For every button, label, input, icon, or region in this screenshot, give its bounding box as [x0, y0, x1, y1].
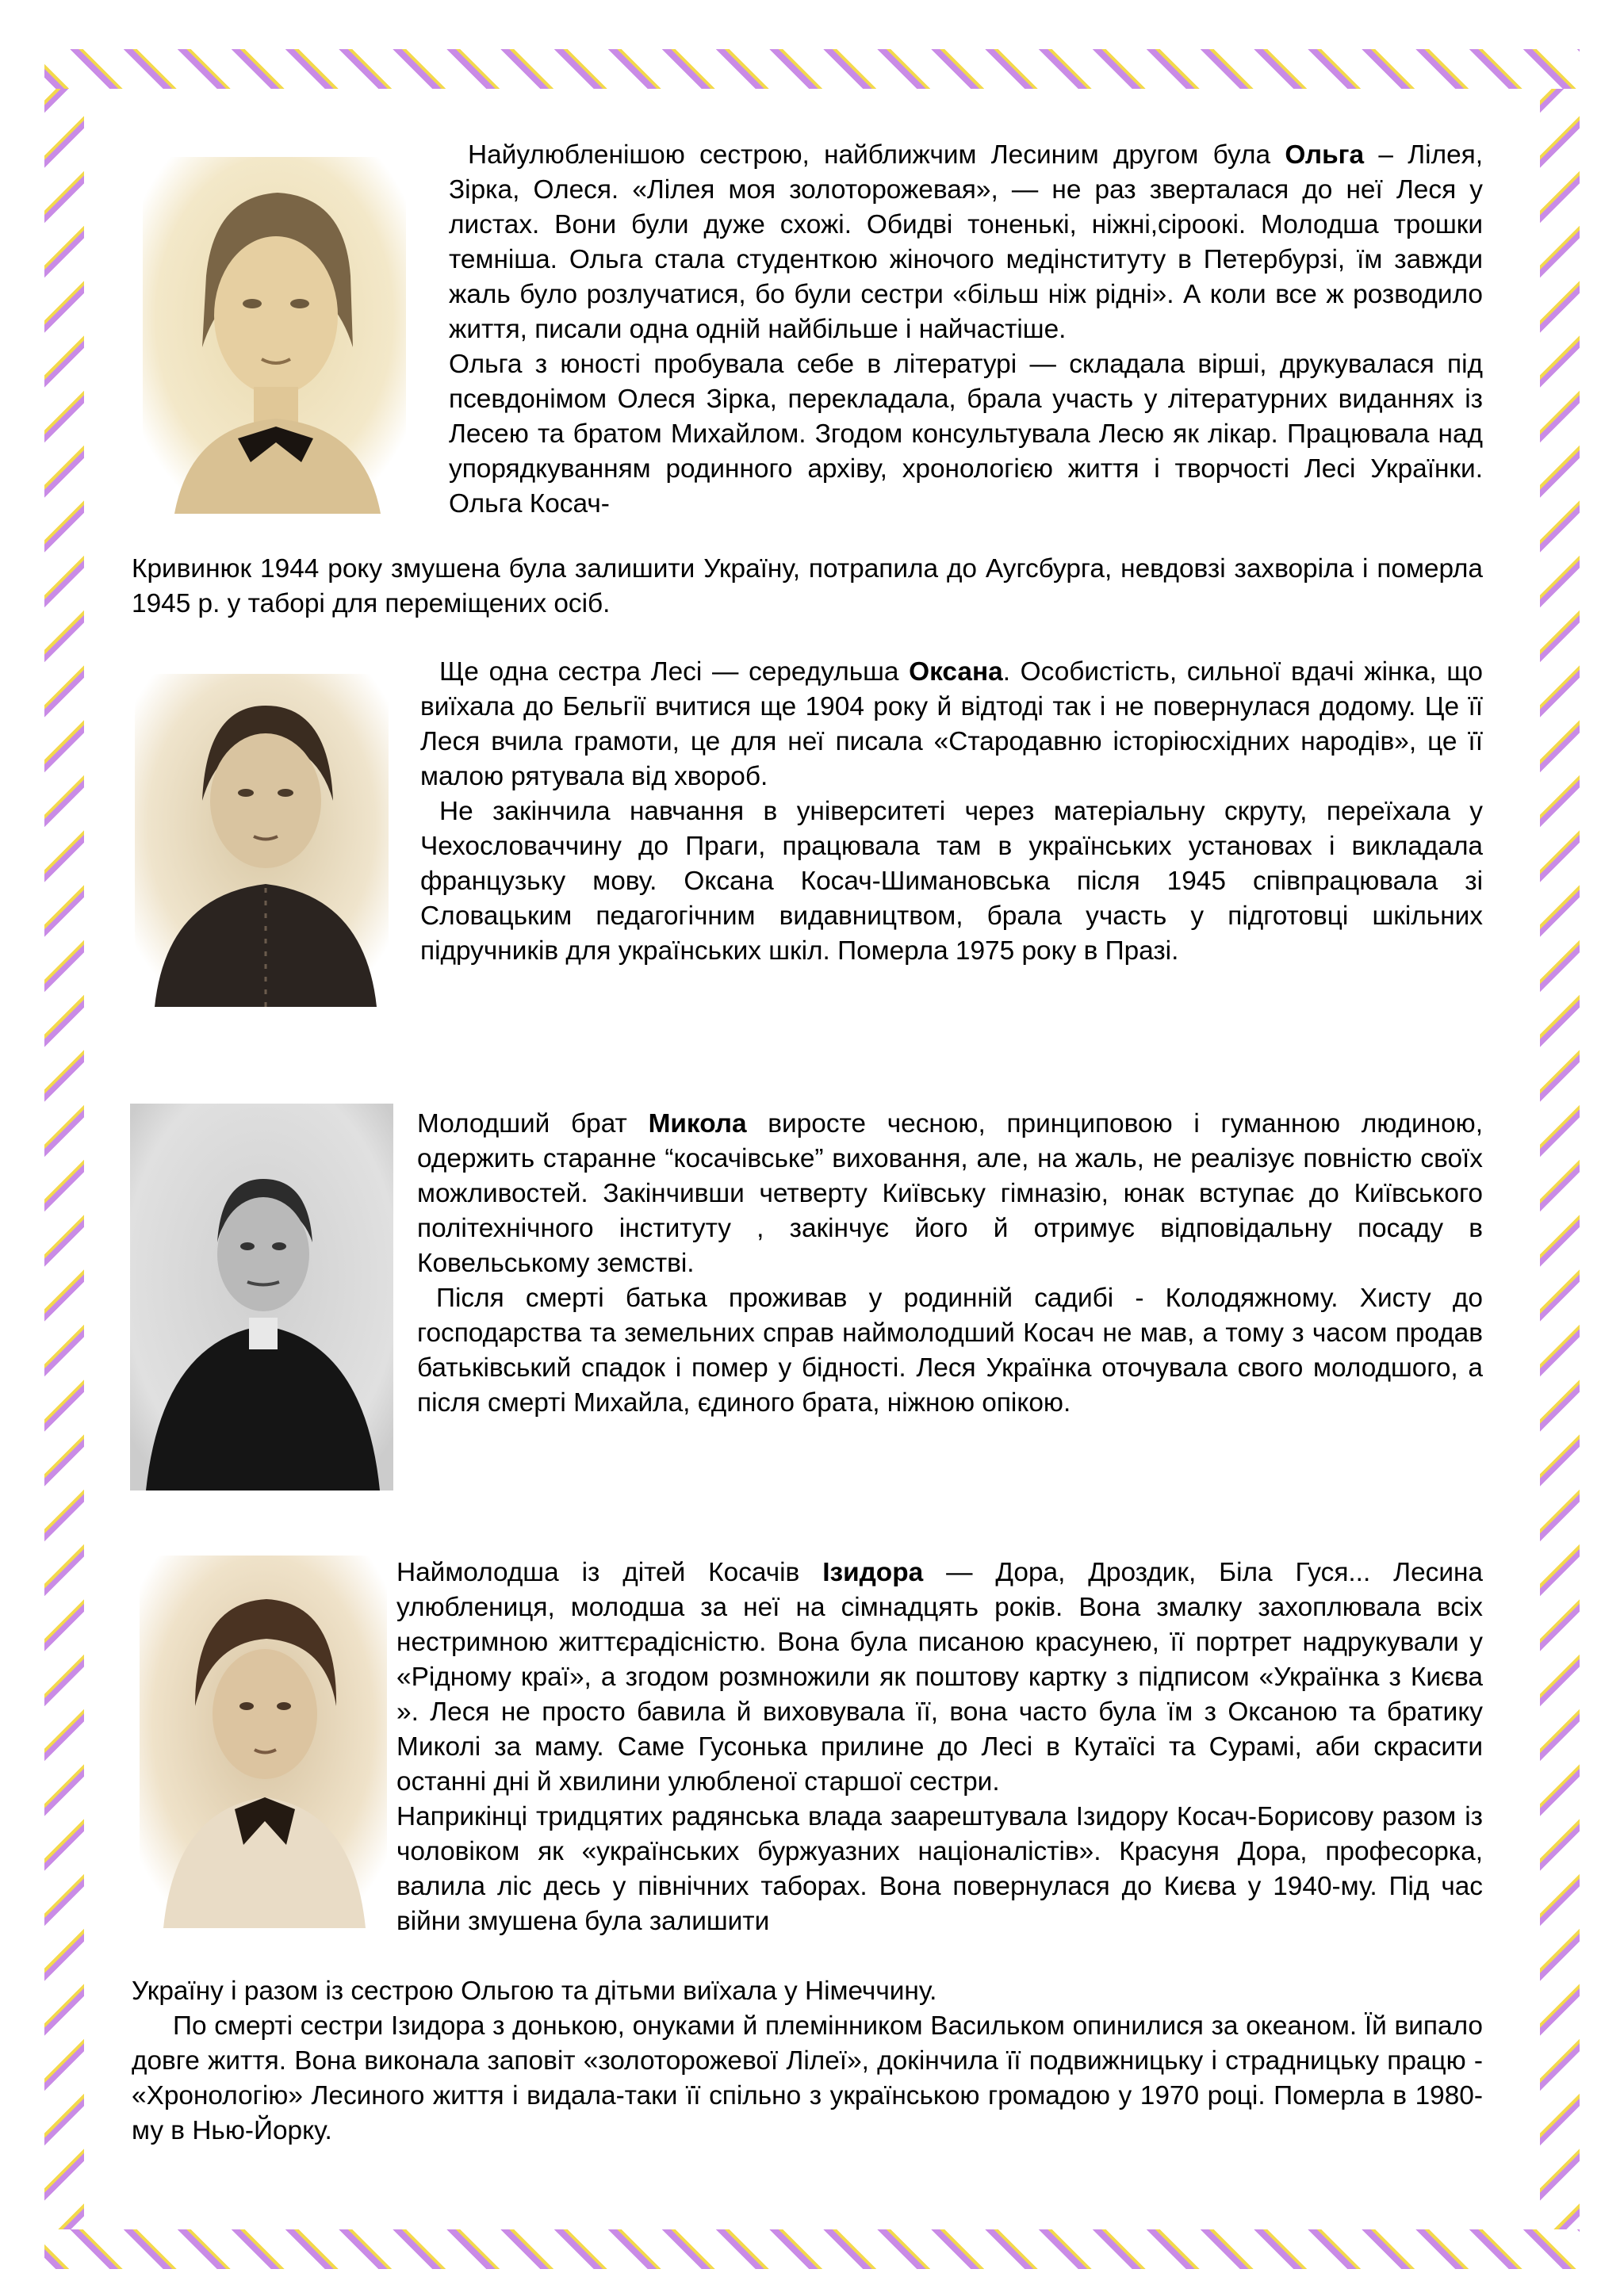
mykola-text: Молодший брат Микола виросте чесною, принциповою і гуманною людиною, одержить старанне “косачівське” виховання, але, на жаль, не реалізує повністю своїх можливостей. Закінчивши четверту Київську гімназію, юнак вступає до Київського політехнічного інституту , закінчує його й отримує відповідальну посаду в Ковельському земстві. Після смерті батька проживав у родинній садибі - Колодяжному. Хисту до господарства та земельних справ наймолодший Косач не мав, а тому з часом продав батьківський спадок і помер у бідності. Леся Українка оточувала свого молодшого, а після смерті Михайла, єдиного брата, ніжною опікою.: [417, 1109, 1483, 1418]
oksana-text: Ще одна сестра Лесі — середульша Оксана. Особистість, сильної вдачі жінка, що виїхала до Бельгії вчитися ще 1904 року й відтоді так і не повернулася додому. Це її Леся вчила грамоти, це для неї писала «Стародавню історіюсхідних народів», це її малою рятувала від хвороб. Не закінчила навчання в університеті через матеріальну скруту, переїхала у Чехословаччину до Праги, працювала там в українських установах і викладала французьку мову. Оксана Косач-Шимановська після 1945 співпрацювала зі Словацьким педагогічним видавництвом, брала участь у підготовці шкільних підручників для українських шкіл. Померла 1975 року в Празі.: [420, 657, 1483, 966]
oksana-name: Оксана: [909, 657, 1003, 687]
mykola-portrait: [130, 1104, 393, 1490]
olha-portrait: [143, 157, 406, 514]
izydora-text: Наймолодша із дітей Косачів Ізидора — Дора, Дроздик, Біла Гуся... Лесина улюблениця, молодша за неї на сімнадцять років. Вона змалку захоплювала всіх нестримною життєрадісністю. Вона була писаною красунею, її портрет надрукували у «Рідному краї», а згодом розмножили як поштову картку з підписом «Українка з Києва ». Леся не просто бавила й виховувала її, вона часто була їм з Оксаною та братику Миколі за маму. Саме Гусонька прилине до Лесі в Кутаїсі та Сурамі, аби скрасити останні дні й хвилини улюбленої старшої сестри. Наприкінці тридцятих радянська влада заарештувала Ізидору Косач-Борисову разом із чоловіком як «українських буржуазних націоналістів». Красуня Дора, професорка, валила ліс десь у північних таборах. Вона повернулася до Києва у 1940-му. Під час війни змушена була залишити: [396, 1558, 1483, 1936]
pencil-border-right: [1540, 89, 1580, 2229]
olha-name: Ольга: [1285, 140, 1365, 170]
olha-fullwidth-text: Кривинюк 1944 року змушена була залишити Україну, потрапила до Аугсбурга, невдовзі захворіла і померла 1945 р. у таборі для переміщених осіб.: [132, 554, 1483, 618]
oksana-portrait: [135, 674, 389, 1007]
pencil-border-bottom: [44, 2229, 1580, 2269]
olha-intro-text: Найулюбленішою сестрою, найближчим Лесиним другом була Ольга – Лілея, Зірка, Олеся. «Лілея моя золоторожевая», — не раз зверталася до неї Леся у листах. Вони були дуже схожі. Обидві тоненькі, ніжні,сіроокі. Молодша трошки темніша. Ольга стала студенткою жіночого медінституту в Петербурзі, їм завжди жаль було розлучатися, бо були сестри «більш ніж рідні». А коли все ж розводило життя, писали одна одній найбільше і найчастіше. Ольга з юності пробувала себе в літературі — складала вірші, друкувалася під псевдонімом Олеся Зірка, перекладала, брала участь у літературних виданнях із Лесею та братом Михайлом. Згодом консультувала Лесю як лікар. Працювала над упорядкуванням родинного архіву, хронологією життя і творчості Лесі Українки. Ольга Косач-: [449, 140, 1483, 519]
mykola-name: Микола: [648, 1109, 747, 1138]
izydora-fullwidth-text: Україну і разом із сестрою Ольгою та дітьми виїхала у Німеччину. По смерті сестри Ізидора з донькою, онуками й племінником Васильком опинилися за океаном. Їй випало довге життя. Вона виконала заповіт «золоторожевої Лілеї», докінчила її подвижницьку і страдницьку працю - «Хронологію» Лесиного життя і видала-таки її спільно з українською громадою у 1970 році. Померла в 1980-му в Нью-Йорку.: [132, 1976, 1483, 2145]
pencil-border-top: [44, 49, 1580, 89]
izydora-name: Ізидора: [822, 1558, 924, 1587]
pencil-border-left: [44, 89, 84, 2229]
izydora-portrait: [140, 1556, 387, 1928]
